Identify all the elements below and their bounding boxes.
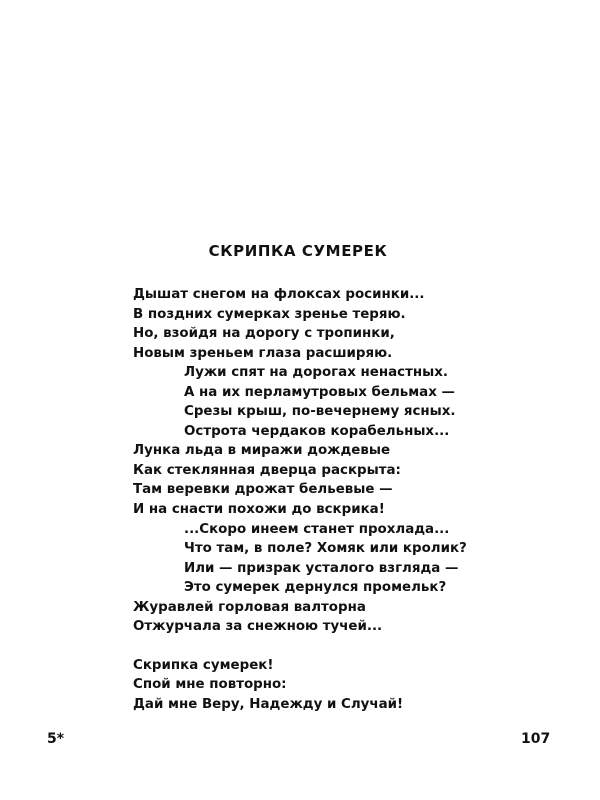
poem-line: Лунка льда в миражи дождевые bbox=[133, 443, 391, 459]
poem-line: Дай мне Веру, Надежду и Случай! bbox=[133, 696, 404, 712]
poem-line: И на снасти похожи до вскрика! bbox=[133, 502, 385, 518]
poem-line: Новым зреньем глаза расширяю. bbox=[133, 345, 393, 361]
poem-line: Там веревки дрожат бельевые — bbox=[133, 482, 393, 498]
poem-line-indented: Или — призрак усталого взгляда — bbox=[184, 560, 459, 576]
poem-line: Спой мне повторно: bbox=[133, 677, 287, 693]
poem-line: Отжурчала за снежною тучей... bbox=[133, 619, 383, 635]
poem-line: Как стеклянная дверца раскрыта: bbox=[133, 462, 401, 478]
poem-line-indented: ...Скоро инеем станет прохлада... bbox=[184, 521, 450, 537]
poem-line-indented: А на их перламутровых бельмах — bbox=[184, 384, 455, 400]
poem-line-indented: Это сумерек дернулся промельк? bbox=[184, 580, 447, 596]
poem-line: В поздних сумерках зренье теряю. bbox=[133, 306, 406, 322]
poem-title-text: СКРИПКА СУМЕРЕК bbox=[208, 242, 388, 260]
poem-line-indented: Лужи спят на дорогах ненастных. bbox=[184, 365, 448, 381]
poem-line: Журавлей горловая валторна bbox=[133, 599, 366, 615]
signature-mark: 5* bbox=[47, 731, 65, 747]
poem-line: Дышат снегом на флоксах росинки... bbox=[133, 287, 425, 302]
poem-line-indented: Срезы крыш, по-вечернему ясных. bbox=[184, 404, 456, 420]
poem-line: Но, взойдя на дорогу с тропинки, bbox=[133, 326, 395, 342]
poem-title bbox=[0, 241, 600, 261]
poem-line: Скрипка сумерек! bbox=[133, 657, 274, 673]
poem-line-indented: Что там, в поле? Хомяк или кролик? bbox=[184, 541, 467, 557]
poem-body bbox=[133, 285, 553, 714]
poem-line-indented: Острота чердаков корабельных... bbox=[184, 423, 450, 439]
stanza-gap bbox=[133, 637, 553, 656]
page-number: 107 bbox=[521, 731, 551, 747]
